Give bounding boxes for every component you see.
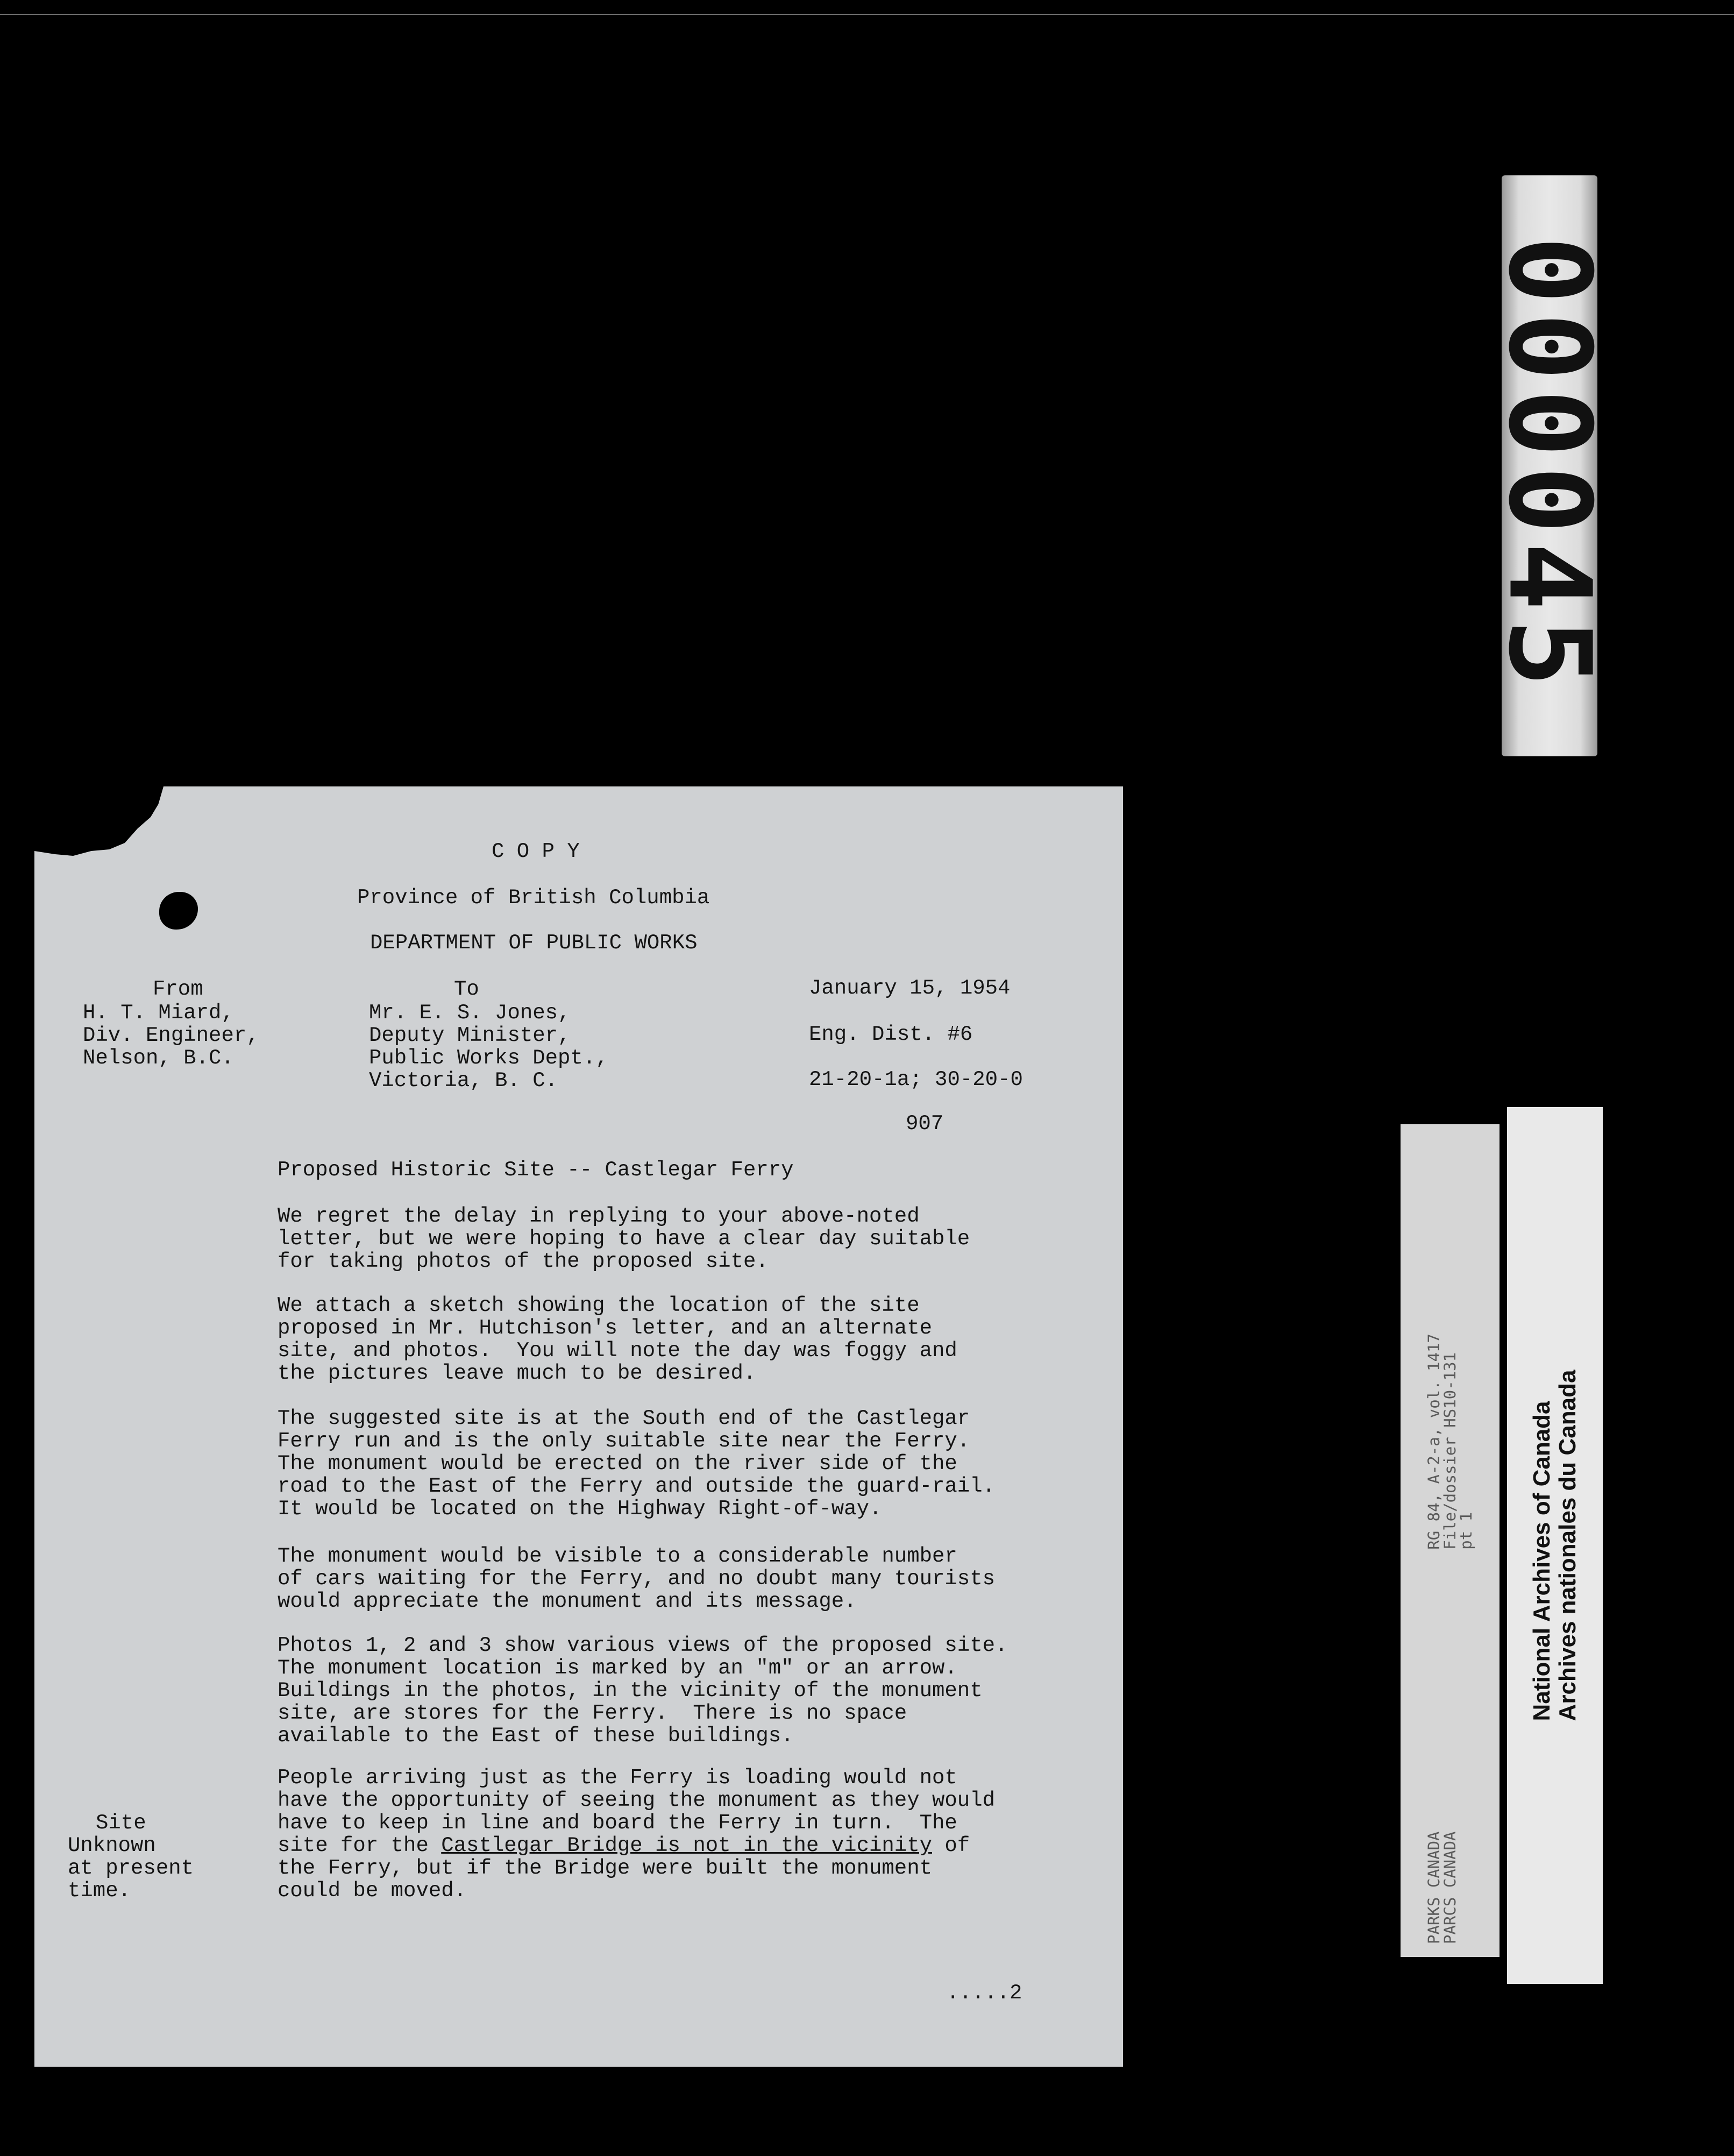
parks-canada-card bbox=[1401, 1124, 1500, 1957]
paragraph-line: could be moved. bbox=[278, 1879, 467, 1903]
paragraph-line: The monument would be erected on the river side of the bbox=[278, 1452, 957, 1476]
frame-number: 000045 bbox=[1483, 236, 1616, 696]
paragraph bbox=[278, 1205, 970, 1273]
line-prefix: site for the bbox=[278, 1834, 442, 1857]
from-label: From bbox=[153, 977, 203, 1001]
to-line: Public Works Dept., bbox=[369, 1046, 608, 1070]
national-archives-card bbox=[1507, 1107, 1603, 1984]
paragraph-line: We regret the delay in replying to your above-noted bbox=[278, 1204, 920, 1228]
paragraph-line: the Ferry, but if the Bridge were built the monument bbox=[278, 1856, 932, 1880]
paragraph-line-underlined bbox=[278, 1834, 995, 1857]
parks-card-line: PARKS CANADA RG 84, A-2-a, vol. 1417 bbox=[1425, 1334, 1443, 1944]
paragraph-line: Ferry run and is the only suitable site near the Ferry. bbox=[278, 1429, 970, 1453]
paragraph-line: road to the East of the Ferry and outside the guard-rail. bbox=[278, 1474, 996, 1498]
national-archives-card-text bbox=[1529, 1370, 1581, 1721]
archives-name-english: National Archives of Canada bbox=[1529, 1401, 1555, 1721]
paragraph-line: site, are stores for the Ferry. There is no space bbox=[278, 1701, 907, 1725]
paragraph-line: The suggested site is at the South end of the Castlegar bbox=[278, 1407, 970, 1430]
film-top-rule bbox=[0, 14, 1734, 15]
underlined-bridge-note: Castlegar Bridge is not in the vicinity bbox=[441, 1834, 932, 1857]
copy-heading: C O P Y bbox=[492, 840, 580, 863]
paragraph bbox=[278, 1407, 995, 1520]
subject-line: Proposed Historic Site -- Castlegar Ferry bbox=[278, 1158, 794, 1182]
paragraph-line: of cars waiting for the Ferry, and no doubt many tourists bbox=[278, 1567, 996, 1591]
parks-card-line: PARCS CANADA File/dossier HS10-131 bbox=[1441, 1352, 1459, 1944]
file-references: 21-20-1a; 30-20-0 bbox=[809, 1068, 1023, 1091]
paragraph-line: letter, but we were hoping to have a clear day suitable bbox=[278, 1227, 970, 1251]
from-line: Div. Engineer, bbox=[83, 1024, 259, 1047]
margin-note-line: at present bbox=[68, 1856, 194, 1880]
paragraph-line: Buildings in the photos, in the vicinity of the monument bbox=[278, 1679, 983, 1703]
department-heading: DEPARTMENT OF PUBLIC WORKS bbox=[370, 931, 698, 955]
line-suffix: of bbox=[932, 1834, 970, 1857]
parks-card-line: pt 1 bbox=[1457, 1512, 1475, 1944]
to-label: To bbox=[454, 977, 479, 1001]
letter-date: January 15, 1954 bbox=[809, 976, 1011, 1000]
margin-note bbox=[68, 1812, 194, 1902]
parks-canada-card-text bbox=[1426, 1137, 1474, 1944]
paragraph-line: The monument location is marked by an "m" or an arrow. bbox=[278, 1656, 957, 1680]
paragraph-line: for taking photos of the proposed site. bbox=[278, 1250, 769, 1273]
paragraph bbox=[278, 1634, 1007, 1747]
paragraph-line: People arriving just as the Ferry is loading would not bbox=[278, 1766, 957, 1790]
from-line: H. T. Miard, bbox=[83, 1001, 234, 1025]
paragraph-line: site, and photos. You will note the day was foggy and bbox=[278, 1339, 957, 1363]
torn-corner bbox=[34, 786, 164, 867]
punch-hole bbox=[159, 892, 198, 930]
paragraph-line: would appreciate the monument and its message. bbox=[278, 1590, 857, 1613]
archives-name-french: Archives nationales du Canada bbox=[1554, 1370, 1581, 1721]
paragraph bbox=[278, 1294, 957, 1385]
paragraph bbox=[278, 1545, 995, 1613]
margin-note-line: Site bbox=[96, 1811, 146, 1835]
to-line: Mr. E. S. Jones, bbox=[369, 1001, 571, 1025]
paragraph-line: We attach a sketch showing the location of the site bbox=[278, 1294, 920, 1317]
paragraph-line: The monument would be visible to a considerable number bbox=[278, 1544, 957, 1568]
frame-number-strip bbox=[1483, 175, 1616, 756]
letter-page bbox=[34, 786, 1123, 2067]
paragraph-line: the pictures leave much to be desired. bbox=[278, 1361, 756, 1385]
engineering-district: Eng. Dist. #6 bbox=[809, 1023, 973, 1046]
from-line: Nelson, B.C. bbox=[83, 1046, 234, 1070]
paragraph-line: available to the East of these buildings. bbox=[278, 1724, 794, 1748]
province-heading: Province of British Columbia bbox=[357, 886, 710, 910]
to-line: Victoria, B. C. bbox=[369, 1069, 558, 1093]
margin-note-line: time. bbox=[68, 1879, 131, 1903]
reference-number: 907 bbox=[906, 1112, 944, 1136]
margin-note-line: Unknown bbox=[68, 1834, 156, 1857]
paragraph-line: have the opportunity of seeing the monument as they would bbox=[278, 1789, 996, 1812]
to-line: Deputy Minister, bbox=[369, 1024, 571, 1047]
paragraph-line: Photos 1, 2 and 3 show various views of the proposed site. bbox=[278, 1634, 1008, 1657]
page-continuation: .....2 bbox=[947, 1981, 1022, 2005]
paragraph-line: It would be located on the Highway Right-of-way. bbox=[278, 1497, 882, 1521]
paragraph-line: proposed in Mr. Hutchison's letter, and an alternate bbox=[278, 1316, 932, 1340]
paragraph-line: have to keep in line and board the Ferry in turn. The bbox=[278, 1811, 957, 1835]
paragraph-final bbox=[278, 1767, 995, 1902]
